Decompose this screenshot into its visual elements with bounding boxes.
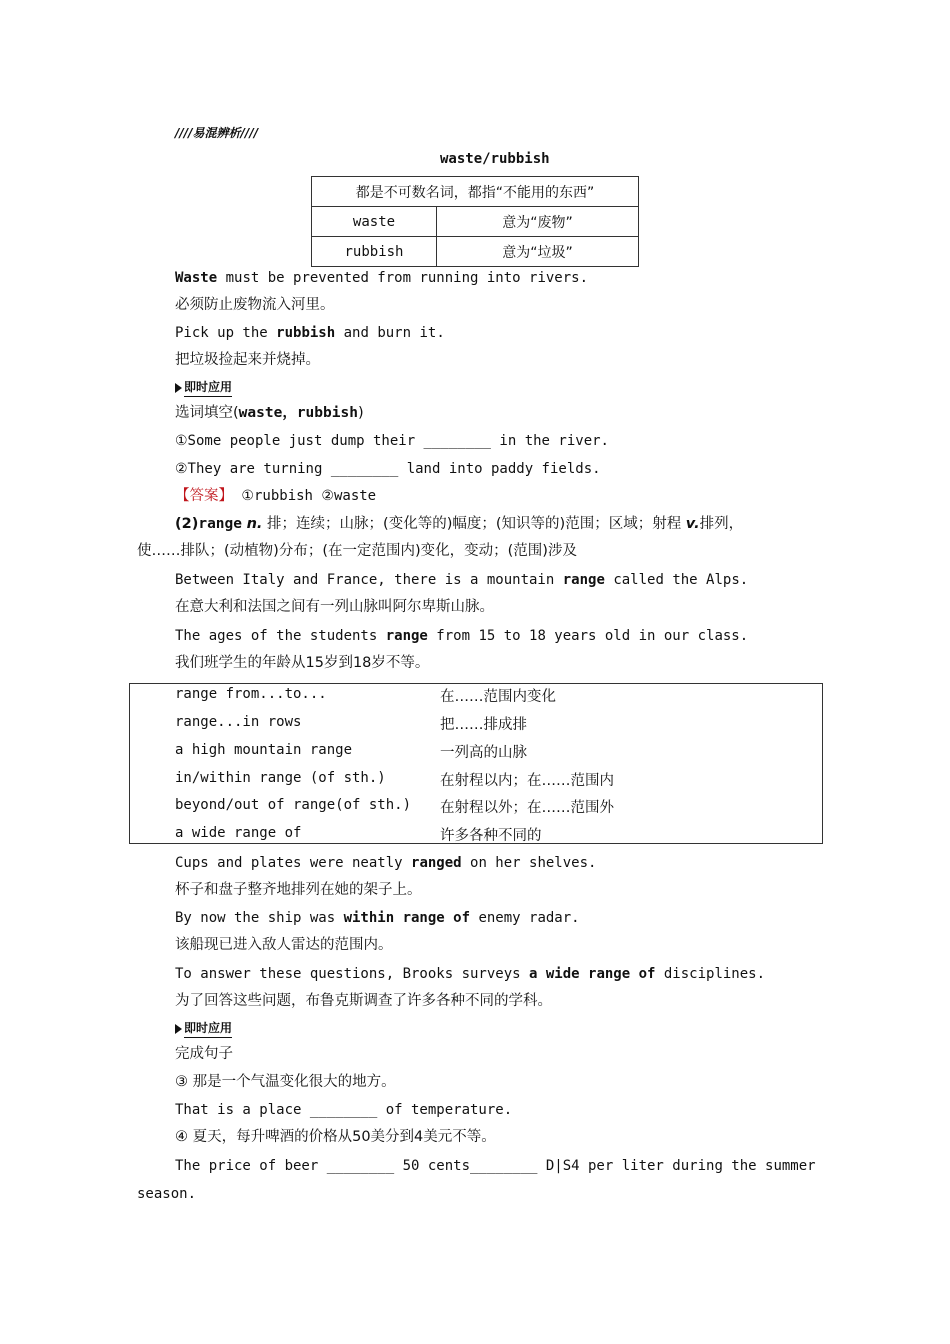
compare-meaning: 意为“废物” <box>437 207 639 237</box>
question: ②They are turning ________ land into paddy fields. <box>175 461 601 477</box>
question-cn: ③ 那是一个气温变化很大的地方。 <box>175 1074 396 1090</box>
apply-instruction: 完成句子 <box>175 1046 233 1062</box>
answer-text: ①rubbish ②waste <box>233 488 377 504</box>
compare-word: waste <box>312 207 437 237</box>
phrase-en: beyond/out of range(of sth.) <box>175 797 412 813</box>
phrase-en: range from...to... <box>175 686 327 702</box>
example-sentence: The ages of the students range from 15 to 18 years old in our class. <box>175 628 749 644</box>
example-translation: 杯子和盘子整齐地排列在她的架子上。 <box>175 882 422 898</box>
play-triangle-icon <box>175 383 182 393</box>
phrase-cn: 把……排成排 <box>440 717 527 733</box>
phrase-en: a high mountain range <box>175 742 353 758</box>
phrase-cn: 一列高的山脉 <box>440 745 527 761</box>
example-translation: 把垃圾捡起来并烧掉。 <box>175 352 320 368</box>
example-sentence: Waste must be prevented from running into rivers. <box>175 270 589 286</box>
header-text: 易混辨析 <box>192 126 241 140</box>
example-translation: 该船现已进入敌人雷达的范围内。 <box>175 937 393 953</box>
example-translation: 为了回答这些问题，布鲁克斯调查了许多各种不同的学科。 <box>175 993 552 1009</box>
word-definition-cont: 使……排队；(动植物)分布；(在一定范围内)变化，变动；(范围)涉及 <box>137 543 577 559</box>
example-sentence: By now the ship was within range of enemy radar. <box>175 910 580 926</box>
question-cn: ④ 夏天，每升啤酒的价格从50美分到4美元不等。 <box>175 1129 496 1145</box>
header-slashes-right: //// <box>240 126 259 140</box>
compare-word: rubbish <box>312 237 437 267</box>
phrase-en: range...in rows <box>175 714 302 730</box>
play-triangle-icon <box>175 1024 182 1034</box>
apply-label: 即时应用 <box>175 378 232 398</box>
phrase-cn: 在射程以外；在……范围外 <box>440 800 614 816</box>
example-translation: 我们班学生的年龄从15岁到18岁不等。 <box>175 655 430 671</box>
example-sentence: Cups and plates were neatly ranged on her shelves. <box>175 855 597 871</box>
answer <box>175 487 376 505</box>
answer-label: 【答案】 <box>175 488 233 504</box>
example-sentence: Pick up the rubbish and burn it. <box>175 325 445 341</box>
question-en: The price of beer ________ 50 cents________ D|S4 per liter during the summer <box>175 1158 816 1174</box>
compare-common: 都是不可数名词，都指“不能用的东西” <box>312 177 639 207</box>
phrase-en: a wide range of <box>175 825 302 841</box>
phrase-cn: 在射程以内；在……范围内 <box>440 773 614 789</box>
apply-label: 即时应用 <box>175 1019 232 1039</box>
phrase-box <box>129 683 823 844</box>
word-definition: (2)range n. 排；连续；山脉；(变化等的)幅度；(知识等的)范围；区域；射程 v.排列， <box>175 516 744 532</box>
header-slashes-left: //// <box>175 126 193 140</box>
question: ①Some people just dump their ________ in the river. <box>175 433 609 449</box>
apply-instruction: 选词填空(waste，rubbish) <box>175 405 364 421</box>
phrase-en: in/within range (of sth.) <box>175 770 386 786</box>
compare-title: waste/rubbish <box>440 151 550 167</box>
compare-meaning: 意为“垃圾” <box>437 237 639 267</box>
example-translation: 必须防止废物流入河里。 <box>175 297 335 313</box>
phrase-cn: 在……范围内变化 <box>440 689 556 705</box>
example-sentence: To answer these questions, Brooks surveys a wide range of disciplines. <box>175 966 766 982</box>
compare-table <box>311 176 639 267</box>
question-en-cont: season. <box>137 1186 197 1202</box>
example-translation: 在意大利和法国之间有一列山脉叫阿尔卑斯山脉。 <box>175 599 494 615</box>
question-en: That is a place ________ of temperature. <box>175 1102 513 1118</box>
phrase-cn: 许多各种不同的 <box>440 828 542 844</box>
section-header <box>175 124 258 142</box>
example-sentence: Between Italy and France, there is a mountain range called the Alps. <box>175 572 749 588</box>
